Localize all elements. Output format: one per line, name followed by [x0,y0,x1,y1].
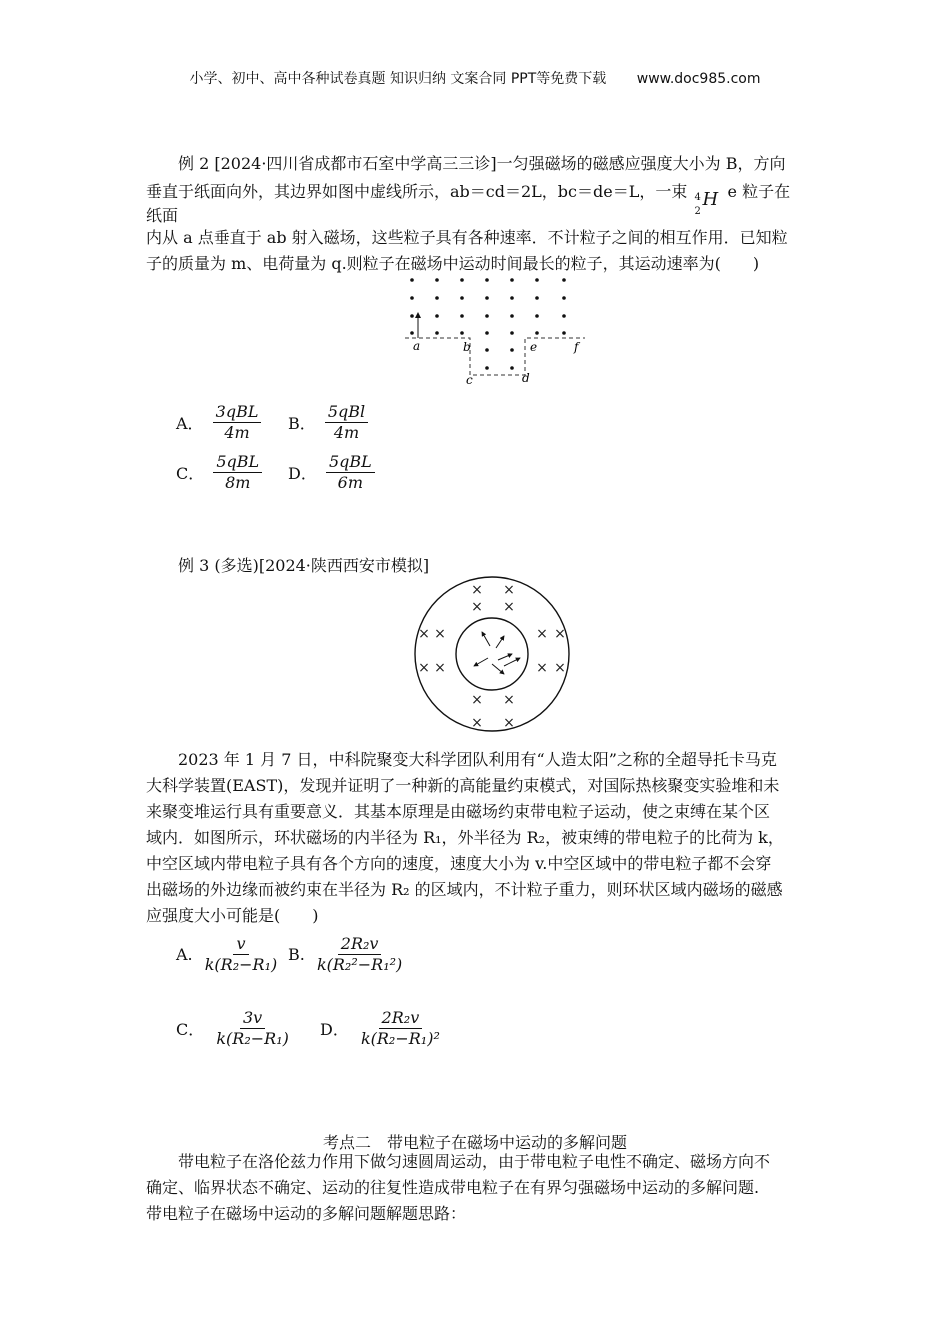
fraction-numerator: 5qBL [326,452,375,473]
page-header [0,68,950,88]
section2-line3: 带电粒子在磁场中运动的多解问题解题思路： [146,1204,467,1223]
option-label: B. [288,945,305,964]
option-fraction [325,402,368,443]
cross-mark: × [503,599,515,615]
velocity-arrowhead [415,312,421,318]
cross-mark: × [503,692,515,708]
header-text: 小学、初中、高中各种试卷真题 知识归纳 文案合同 PPT等免费下载 [189,71,607,87]
point-c: c [466,373,473,387]
ex3-body-2: 大科学装置(EAST)，发现并证明了一种新的高能量约束模式，对国际热核聚变实验堆和未 [146,776,780,795]
fraction-numerator: 2R₂v [379,1008,423,1029]
ex2-line3: 内从 a 点垂直于 ab 射入磁场，这些粒子具有各种速率．不计粒子之间的相互作用．已知粒 [146,228,788,247]
ex3-body-5: 中空区域内带电粒子具有各个方向的速度，速度大小为 v.中空区域中的带电粒子都不会穿 [146,854,772,873]
ex2-option-a[interactable] [176,402,261,443]
fraction-denominator: 4m [224,423,250,442]
option-fraction [202,934,281,975]
ex2-line2b: e 粒子在纸面 [146,182,791,225]
helium-atomic-number: 2 [694,206,701,217]
ex3-title: 例 3 (多选)[2024·陕西西安市模拟] [178,556,430,575]
ex3-option-d[interactable] [320,1008,443,1049]
option-label: C． [176,1020,205,1039]
ex2-line2 [146,180,806,228]
fraction-denominator: k(R₂−R₁)² [360,1029,440,1048]
cross-mark: × [536,660,548,676]
ex2-field-figure [395,270,595,390]
cross-mark: × [471,715,483,731]
section2-line1: 带电粒子在洛伦兹力作用下做匀速圆周运动，由于带电粒子电性不确定、磁场方向不 [178,1152,771,1171]
ex2-option-d[interactable] [288,452,375,493]
particle-velocity-arrows [474,632,520,674]
ex3-ring-figure [412,574,572,734]
ex2-option-c[interactable] [176,452,262,493]
option-label: C． [176,464,205,483]
option-fraction [358,1008,443,1049]
ex2-line4: 子的质量为 m、电荷量为 q.则粒子在磁场中运动时间最长的粒子，其运动速率为( ) [146,254,760,273]
cross-mark: × [471,599,483,615]
fraction-numerator: 5qBl [325,402,368,423]
cross-mark: × [434,660,446,676]
option-label: A． [176,414,204,433]
fraction-numerator: 3v [240,1008,265,1029]
cross-mark: × [471,692,483,708]
fraction-denominator: 6m [337,473,364,492]
point-e: e [530,340,538,354]
field-crosses [418,582,566,731]
ex3-body-6: 出磁场的外边缘而被约束在半径为 R₂ 的区域内，不计粒子重力，则环状区域内磁场的磁感 [146,880,783,899]
ex3-body-7: 应强度大小可能是( ) [146,906,319,925]
inner-circle [456,618,528,690]
cross-mark: × [418,660,430,676]
fraction-numerator: 5qBL [213,452,262,473]
field-dots [410,278,566,370]
ex3-body-4: 域内．如图所示，环状磁场的内半径为 R₁，外半径为 R₂，被束缚的带电粒子的比荷为 k， [146,828,784,847]
fraction-denominator: k(R₂²−R₁²) [316,955,403,974]
option-label: D． [288,464,317,483]
cross-mark: × [554,626,566,642]
option-fraction [213,452,262,493]
ex2-line2a: 垂直于纸面向外，其边界如图中虚线所示，ab＝cd＝2L，bc＝de＝L，一束 [146,182,688,201]
fraction-denominator: k(R₂−R₁) [204,955,278,974]
outer-circle [415,577,569,731]
ex3-body-1: 2023 年 1 月 7 日，中科院聚变大科学团队利用有“人造太阳”之称的全超导托卡马克 [178,750,777,769]
option-label: D． [320,1020,349,1039]
cross-mark: × [536,626,548,642]
cross-mark: × [503,582,515,598]
header-site: www.doc985.com [636,71,761,87]
section-heading: 考点二 带电粒子在磁场中运动的多解问题 [322,1133,627,1152]
option-fraction [326,452,375,493]
cross-mark: × [471,582,483,598]
cross-mark: × [554,660,566,676]
fraction-numerator: 2R₂v [338,934,382,955]
fraction-denominator: k(R₂−R₁) [216,1029,289,1048]
point-b: b [463,340,471,354]
cross-mark: × [503,715,515,731]
option-fraction [213,1008,292,1049]
option-fraction [314,934,405,975]
ex3-option-b[interactable] [288,934,405,975]
fraction-numerator: v [233,934,248,955]
helium-symbol [692,180,722,217]
point-a: a [413,339,421,353]
ex3-body-3: 来聚变堆运行具有重要意义．其基本原理是由磁场约束带电粒子运动，使之束缚在某个区 [146,802,771,821]
field-boundary [405,338,585,375]
fraction-denominator: 4m [333,423,360,442]
ex2-option-b[interactable] [288,402,368,443]
helium-mass-number: 4 [694,192,701,203]
section2-line2: 确定、临界状态不确定、运动的往复性造成带电粒子在有界匀强磁场中运动的多解问题. [146,1178,760,1197]
option-label: B． [288,414,316,433]
helium-H: H [702,189,719,210]
option-fraction [213,402,262,443]
ex3-option-c[interactable] [176,1008,292,1049]
point-f: f [574,340,579,354]
fraction-numerator: 3qBL [213,402,262,423]
cross-mark: × [434,626,446,642]
point-d: d [522,371,530,385]
ex2-line1: 例 2 [2024·四川省成都市石室中学高三三诊]一匀强磁场的磁感应强度大小为 B，方向 [178,154,786,173]
cross-mark: × [418,626,430,642]
ex3-option-a[interactable] [176,934,280,975]
fraction-denominator: 8m [225,473,251,492]
option-label: A. [176,945,193,964]
